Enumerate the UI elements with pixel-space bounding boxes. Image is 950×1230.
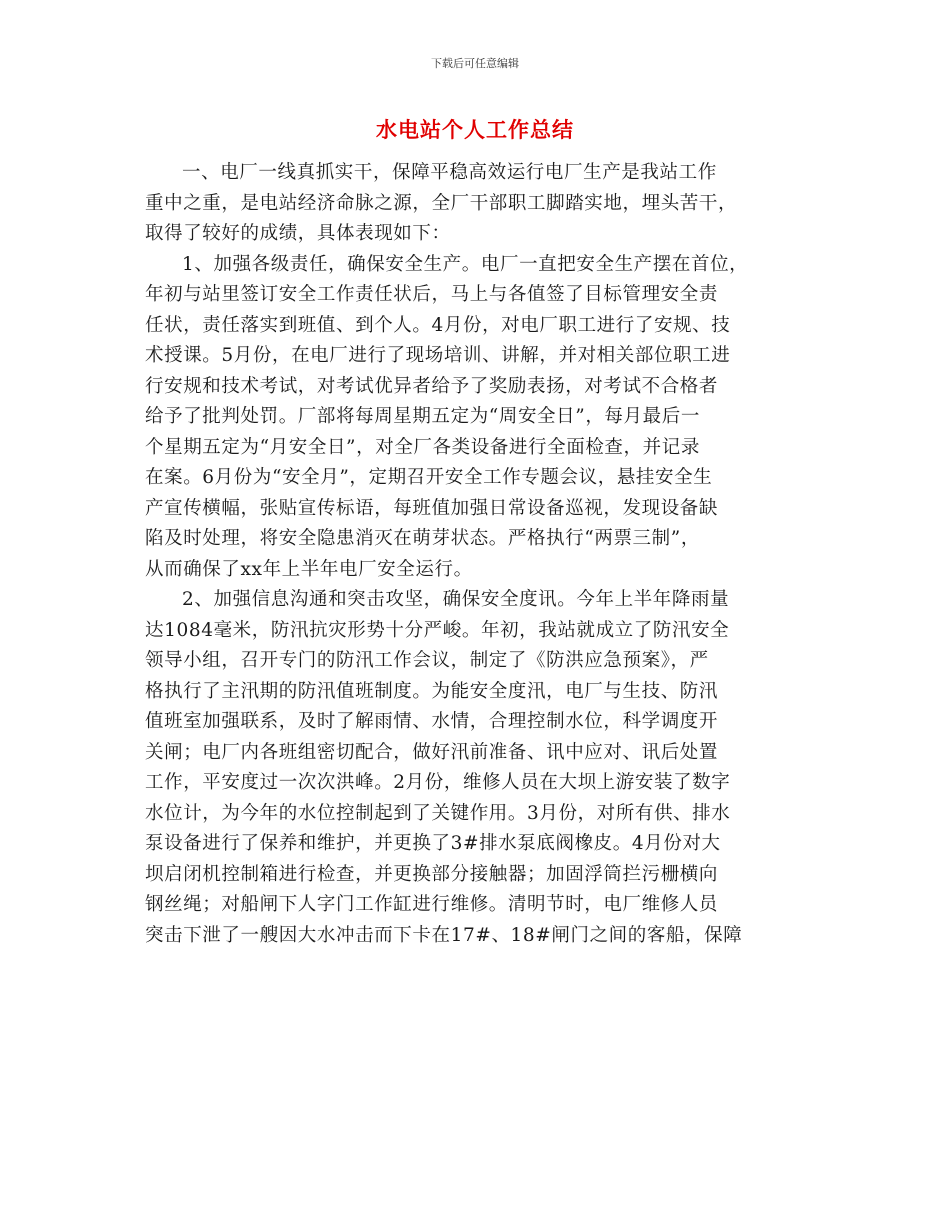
paragraph-line: 领导小组，召开专门的防汛工作会议，制定了《防洪应急预案》，严	[145, 650, 709, 671]
paragraph-line: 在案。6月份为“安全月”，定期召开安全工作专题会议，悬挂安全生	[145, 467, 713, 488]
paragraph-line: 1、加强各级责任，确保安全生产。电厂一直把安全生产摆在首位，	[182, 253, 749, 275]
paragraph-line: 工作，平安度过一次次洪峰。2月份，维修人员在大坝上游安装了数字	[145, 772, 731, 793]
paragraph-line: 个星期五定为“月安全日”，对全厂各类设备进行全面检查，并记录	[145, 436, 700, 458]
paragraph-line: 格执行了主汛期的防汛值班制度。为能安全度汛，电厂与生技、防汛	[145, 680, 719, 702]
paragraph-line: 值班室加强联系，及时了解雨情、水情，合理控制水位，科学调度开	[145, 711, 719, 732]
paragraph-line: 坝启闭机控制箱进行检查，并更换部分接触器；加固浮筒拦污栅横向	[145, 863, 719, 885]
paragraph-line: 取得了较好的成绩，具体表现如下：	[145, 223, 451, 244]
header-note: 下载后可任意编辑	[431, 57, 519, 70]
paragraph-line: 任状，责任落实到班值、到个人。4月份，对电厂职工进行了安规、技	[145, 314, 731, 336]
paragraph-line: 年初与站里签订安全工作责任状后，马上与各值签了目标管理安全责	[145, 284, 719, 305]
paragraph-line: 突击下泄了一艘因大水冲击而下卡在17#、18#闸门之间的客船，保障	[145, 924, 743, 946]
paragraph-line: 行安规和技术考试，对考试优异者给予了奖励表扬，对考试不合格者	[145, 375, 719, 397]
document-body	[145, 158, 825, 951]
paragraph-line: 达1084毫米，防汛抗灾形势十分严峻。年初，我站就成立了防汛安全	[145, 619, 730, 641]
paragraph-line: 泵设备进行了保养和维护，并更换了3#排水泵底阀橡皮。4月份对大	[145, 833, 721, 854]
paragraph-line: 从而确保了xx年上半年电厂安全运行。	[145, 558, 473, 580]
document-title: 水电站个人工作总结	[376, 118, 574, 142]
paragraph-line: 重中之重，是电站经济命脉之源，全厂干部职工脚踏实地，埋头苦干，	[145, 192, 738, 214]
paragraph-line: 术授课。5月份，在电厂进行了现场培训、讲解，并对相关部位职工进	[145, 345, 731, 366]
paragraph-line: 钢丝绳；对船闸下人字门工作缸进行维修。清明节时，电厂维修人员	[145, 894, 719, 915]
paragraph-line: 产宣传横幅，张贴宣传标语，每班值加强日常设备巡视，发现设备缺	[145, 497, 719, 519]
paragraph-line: 一、电厂一线真抓实干，保障平稳高效运行电厂生产是我站工作	[182, 162, 717, 183]
paragraph-line: 陷及时处理，将安全隐患消灭在萌芽状态。严格执行“两票三制”，	[145, 528, 700, 549]
paragraph-line: 2、加强信息沟通和突击攻坚，确保安全度讯。今年上半年降雨量	[182, 589, 730, 610]
paragraph-line: 给予了批判处罚。厂部将每周星期五定为“周安全日”，每月最后一	[145, 406, 700, 427]
paragraph-line: 关闸；电厂内各班组密切配合，做好汛前准备、讯中应对、讯后处置	[145, 741, 719, 763]
paragraph-line: 水位计，为今年的水位控制起到了关键作用。3月份，对所有供、排水	[145, 802, 731, 824]
